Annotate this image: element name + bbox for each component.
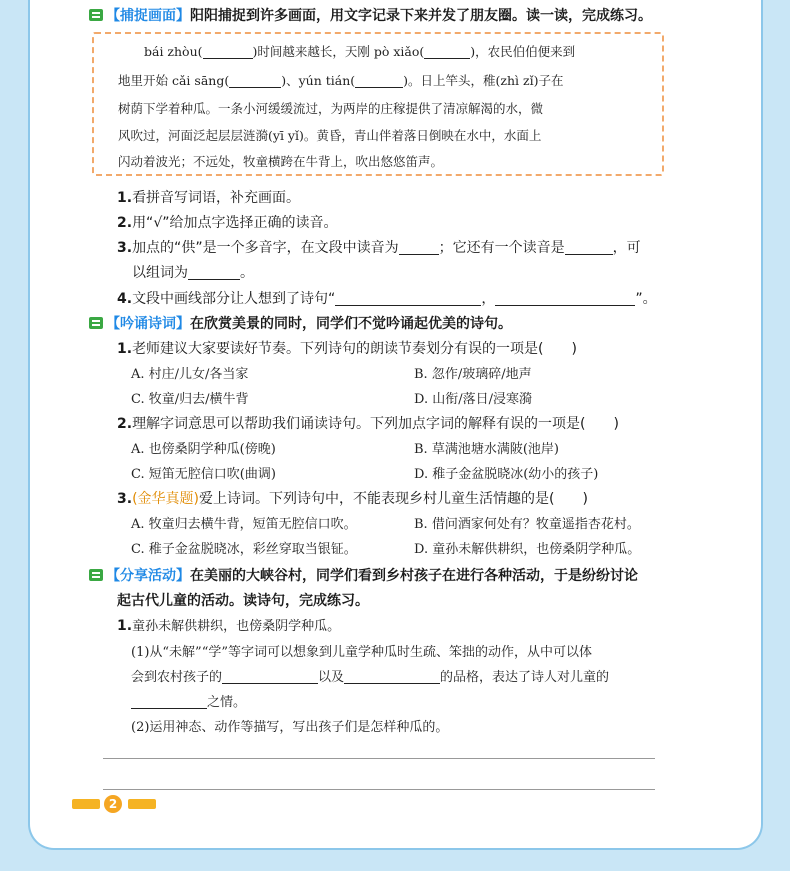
option-b[interactable]: B. 忽作/玻璃碎/地声 <box>414 367 532 382</box>
question-text: 看拼音写词语，补充画面。 <box>132 190 301 206</box>
list-icon <box>89 9 103 21</box>
passage-text: )。日上竿头，稚(zhì zǐ)子在 <box>403 73 564 88</box>
option-a[interactable]: A. 牧童归去横牛背，短笛无腔信口吹。 <box>131 517 357 532</box>
option-a[interactable]: A. 也傍桑阴学种瓜(傍晚) <box>131 442 276 457</box>
page-number-badge <box>68 795 160 813</box>
question-text: 的品格，表达了诗人对儿童的 <box>440 670 610 685</box>
passage-line: 树荫下学着种瓜。一条小河缓缓流过，为两岸的庄稼提供了清凉解渴的水，微 <box>118 101 544 116</box>
answer-blank[interactable] <box>188 265 240 280</box>
question-number: 3. <box>117 240 133 256</box>
option-a[interactable]: A. 村庄/儿女/各当家 <box>131 367 249 382</box>
s2-question-1 <box>117 338 577 358</box>
section-heading-recite <box>89 313 512 333</box>
question-text: 加点的“供”是一个多音字，在文段中读音为 <box>132 240 399 256</box>
question-text: 用“√”给加点字选择正确的读音。 <box>132 215 338 231</box>
answer-blank[interactable] <box>495 291 635 306</box>
question-text: 老师建议大家要读好节奏。下列诗句的朗读节奏划分有误的一项是( ) <box>132 341 577 357</box>
option-c[interactable]: C. 稚子金盆脱晓冰，彩丝穿取当银钲。 <box>131 542 357 557</box>
section-heading-share <box>89 565 638 585</box>
pinyin-text: )时间越来越长，天刚 pò xiǎo( <box>252 44 425 59</box>
subquestion-2: (2)运用神态、动作等描写，写出孩子们是怎样种瓜的。 <box>131 720 449 735</box>
subquestion-1-cont <box>131 666 609 685</box>
question-text: 。 <box>240 265 254 281</box>
s2-question-2 <box>117 413 619 433</box>
question-number: 4. <box>117 291 133 307</box>
passage-text: )，农民伯伯便来到 <box>470 44 576 59</box>
answer-blank[interactable] <box>335 291 481 306</box>
question-text: 理解字词意思可以帮助我们诵读诗句。下列加点字词的解释有误的一项是( ) <box>132 416 619 432</box>
passage-line <box>144 42 575 60</box>
section-tag: 【吟诵诗词】 <box>106 316 190 332</box>
writing-line[interactable] <box>103 758 655 759</box>
question-number: 1. <box>117 190 133 206</box>
question-text: ， <box>481 291 496 307</box>
answer-blank[interactable] <box>424 44 470 59</box>
option-c[interactable]: C. 牧童/归去/横牛背 <box>131 392 249 407</box>
option-c[interactable]: C. 短笛无腔信口吹(曲调) <box>131 467 276 482</box>
question-number: 2. <box>117 215 133 231</box>
subquestion-1-end <box>131 691 246 710</box>
poem-line: 童孙未解供耕织，也傍桑阴学种瓜。 <box>132 619 341 634</box>
question-1 <box>117 187 300 207</box>
question-text: 文段中画线部分让人想到了诗句“ <box>132 291 336 307</box>
question-2 <box>117 212 338 232</box>
question-number: 2. <box>117 416 133 432</box>
answer-blank[interactable] <box>229 73 281 88</box>
question-3 <box>117 237 641 257</box>
s2-question-3 <box>117 488 588 508</box>
question-3-cont <box>132 262 254 282</box>
question-text: 爱上诗词。下列诗句中，不能表现乡村儿童生活情趣的是( ) <box>199 491 588 507</box>
pinyin-text: 地里开始 cǎi sāng( <box>118 73 230 88</box>
question-4 <box>117 288 657 308</box>
section-text: 在美丽的大峡谷村，同学们看到乡村孩子在进行各种活动，于是纷纷讨论 <box>190 568 638 584</box>
section-text: 阳阳捕捉到许多画面，用文字记录下来并发了朋友圈。读一读，完成练习。 <box>190 8 652 24</box>
list-icon <box>89 317 103 329</box>
question-text: ”。 <box>635 291 657 307</box>
pinyin-text: bái zhòu( <box>144 44 203 59</box>
passage-box <box>92 32 664 176</box>
question-text: ；它还有一个读音是 <box>438 240 565 256</box>
question-text: 以组词为 <box>132 265 188 281</box>
passage-line: 闪动着波光；不远处，牧童横跨在牛背上，吹出悠悠笛声。 <box>118 154 444 169</box>
passage-line <box>118 71 563 89</box>
decor-bar <box>72 799 100 809</box>
s3-question-1 <box>117 615 340 634</box>
question-text: 之情。 <box>207 695 247 710</box>
decor-bar <box>128 799 156 809</box>
pinyin-text: )、yún tián( <box>281 73 356 88</box>
answer-blank[interactable] <box>565 240 613 255</box>
writing-line[interactable] <box>103 789 655 790</box>
exam-tag: (金华真题) <box>132 491 199 507</box>
question-text: 会到农村孩子的 <box>131 670 223 685</box>
page-number: 2 <box>104 795 122 813</box>
option-d[interactable]: D. 童孙未解供耕织，也傍桑阴学种瓜。 <box>414 542 641 557</box>
section-text: 在欣赏美景的同时，同学们不觉吟诵起优美的诗句。 <box>190 316 512 332</box>
passage-line: 风吹过，河面泛起层层涟漪(yī yǐ)。黄昏，青山伴着落日倒映在水中，水面上 <box>118 128 542 143</box>
answer-blank[interactable] <box>222 669 318 684</box>
section-text-cont: 起古代儿童的活动。读诗句，完成练习。 <box>117 593 369 609</box>
section-heading-capture <box>89 5 652 25</box>
answer-blank[interactable] <box>131 694 207 709</box>
question-number: 1. <box>117 618 133 634</box>
question-text: 以及 <box>318 670 345 685</box>
question-number: 3. <box>117 491 133 507</box>
answer-blank[interactable] <box>344 669 440 684</box>
section-tag: 【捕捉画面】 <box>106 8 190 24</box>
answer-blank[interactable] <box>203 44 253 59</box>
list-icon <box>89 569 103 581</box>
subquestion-1: (1)从“未解”“学”等字词可以想象到儿童学种瓜时生疏、笨拙的动作，从中可以体 <box>131 645 592 660</box>
option-d[interactable]: D. 稚子金盆脱晓冰(幼小的孩子) <box>414 467 599 482</box>
answer-blank[interactable] <box>355 73 403 88</box>
option-b[interactable]: B. 草满池塘水满陂(池岸) <box>414 442 559 457</box>
option-d[interactable]: D. 山衔/落日/浸寒漪 <box>414 392 532 407</box>
option-b[interactable]: B. 借问酒家何处有？牧童遥指杏花村。 <box>414 517 640 532</box>
question-number: 1. <box>117 341 133 357</box>
section-tag: 【分享活动】 <box>106 568 190 584</box>
answer-blank[interactable] <box>399 240 439 255</box>
question-text: ，可 <box>612 240 641 256</box>
